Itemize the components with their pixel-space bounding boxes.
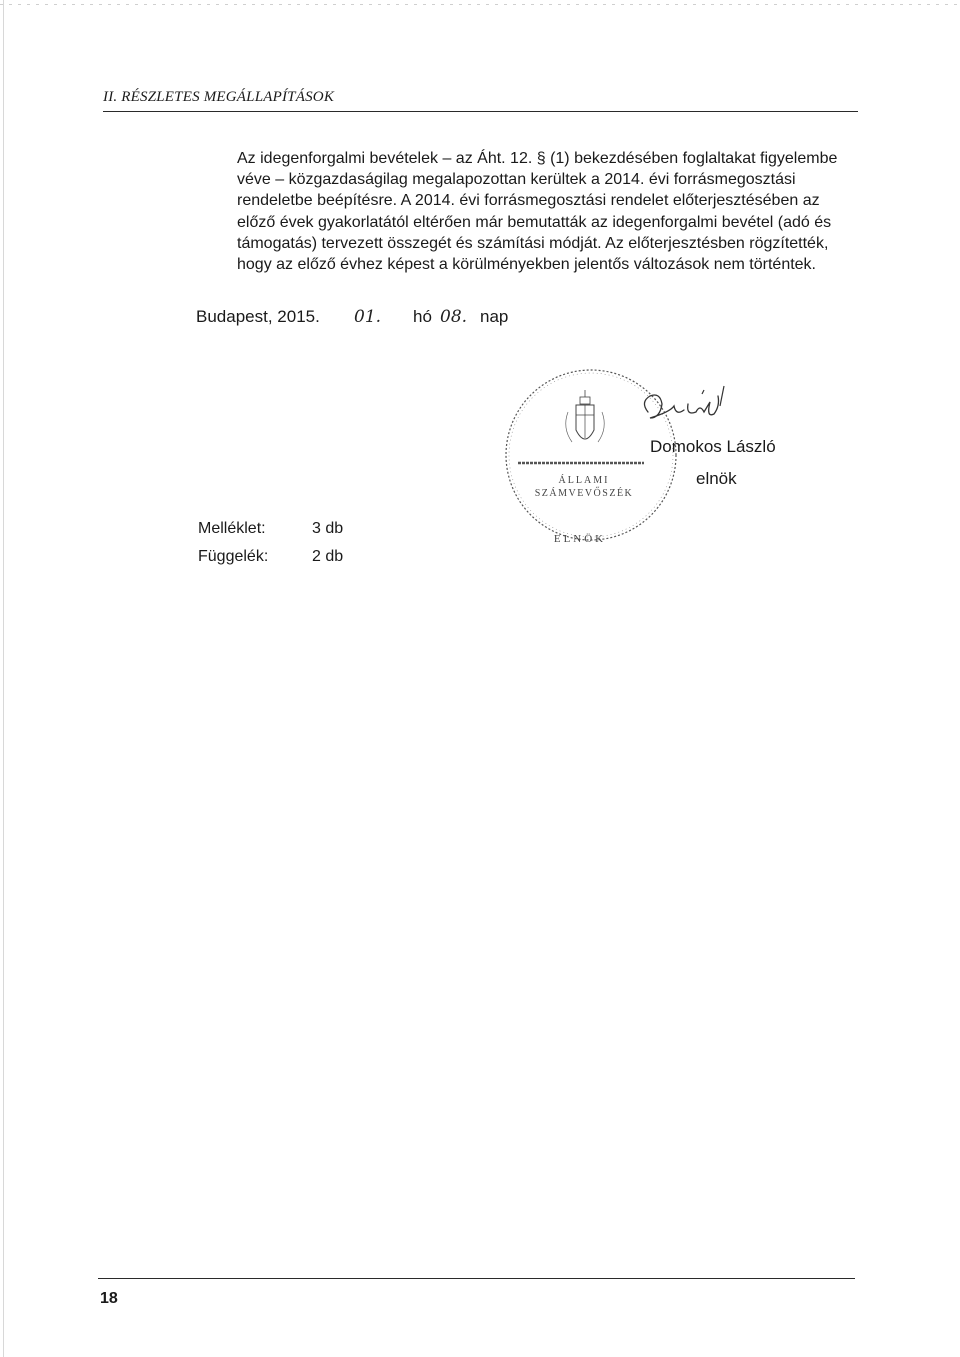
body-paragraph: Az idegenforgalmi bevételek – az Áht. 12. § (1) bekezdésében foglaltakat figyelembe véve – közgazdaságilag megalapozottan kerültek a 2014. évi forrásmegosztási rendeletbe beépítésre. A 2014. évi forrásmegosztási rendelet előterjesztésében az előző évek gyakorlatától eltérően már bemutatták az idegenforgalmi bevétel (adó és támogatás) tervezett összegét és számítási módját. Az előterjesztésben rögzítették, hogy az előző évhez képest a körülményekben jelentős változások nem történtek. <box>237 150 838 274</box>
attachment-value-appendix: 2 db <box>312 548 344 565</box>
attachment-label-annex: Melléklet: <box>198 520 266 537</box>
stamp-line-2: SZÁMVEVŐSZÉK <box>534 488 634 499</box>
signer-name: Domokos László <box>650 437 776 456</box>
stamp-line-1: ÁLLAMI <box>558 475 610 486</box>
handwritten-signature <box>640 382 730 438</box>
title-underline <box>103 111 858 112</box>
scan-edge-top <box>0 4 960 5</box>
date-line <box>196 307 509 327</box>
scan-edge-left <box>3 0 4 1357</box>
section-title: II. RÉSZLETES MEGÁLLAPÍTÁSOK <box>103 89 335 105</box>
date-month-handwritten: 01. <box>354 307 382 327</box>
date-day-label: nap <box>480 307 509 326</box>
coat-of-arms-icon <box>566 390 605 442</box>
signer-title: elnök <box>696 469 737 488</box>
date-day-handwritten: 08. <box>440 307 468 327</box>
footer-rule <box>98 1278 855 1279</box>
page-number: 18 <box>100 1290 118 1307</box>
date-city-year: Budapest, 2015. <box>196 307 320 326</box>
stamp-bottom-text: ELNÖK <box>553 533 607 545</box>
date-month-label: hó <box>413 307 432 326</box>
attachment-value-annex: 3 db <box>312 520 344 537</box>
attachment-label-appendix: Függelék: <box>198 548 269 565</box>
